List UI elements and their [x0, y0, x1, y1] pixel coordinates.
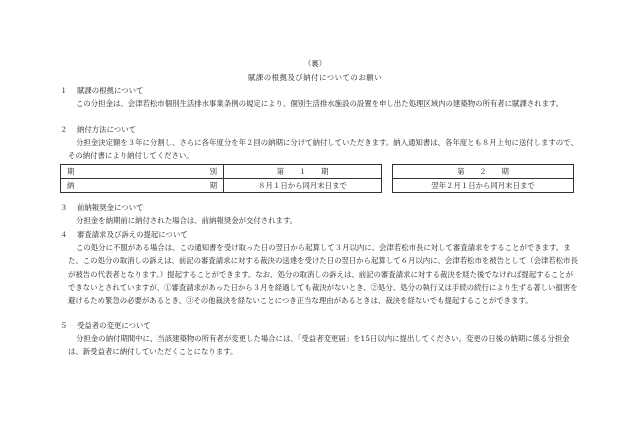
section-number: ４ — [60, 230, 68, 239]
table-cell-due1: ８月１日から同月末日まで — [224, 179, 382, 193]
section-number: １ — [60, 86, 68, 95]
section-heading-text: 審査請求及び訴えの提起について — [77, 230, 188, 239]
page-side-label: （裏） — [303, 59, 327, 68]
section-heading — [60, 319, 580, 332]
document-title: 賦課の根拠及び納付についてのお願い — [248, 73, 382, 82]
section-heading — [60, 123, 580, 136]
row-label-end: 別 — [209, 167, 217, 176]
section-heading — [60, 201, 580, 214]
table-gap — [382, 179, 393, 193]
table-cell-due2: 翌年２月１日から同月末日まで — [393, 179, 574, 193]
section-paragraph: 分担金の納付期間中に、当該建築物の所有者が変更した場合には、「受益者変更届」を15日以内に提出してください。変更の日後の納期に係る分担金は、新受益者に納付していただくことになります。 — [68, 334, 570, 357]
section-heading — [60, 84, 580, 97]
section-prepayment-reward — [60, 201, 580, 227]
table-cell-period2: 第 ２ 期 — [393, 165, 574, 179]
payment-period-table — [60, 164, 574, 193]
section-paragraph: 分担金を納期前に納付された場合は、前納報奨金が交付されます。 — [76, 216, 298, 226]
section-heading-text: 賦課の根拠について — [77, 86, 144, 95]
section-basis — [60, 84, 580, 110]
section-number: ５ — [60, 321, 68, 330]
section-heading-text: 受益者の変更について — [77, 321, 151, 330]
table-gap — [382, 165, 393, 179]
section-number: ３ — [60, 203, 68, 212]
row-label-start: 納 — [67, 181, 75, 191]
table-cell-period1: 第 １ 期 — [224, 165, 382, 179]
table-row-label — [61, 179, 224, 193]
section-number: ２ — [60, 125, 68, 134]
row-label-start: 期 — [67, 167, 75, 176]
table-row — [61, 165, 574, 179]
row-label-end: 期 — [209, 181, 217, 191]
table-row-label — [61, 165, 224, 179]
section-beneficiary-change — [60, 319, 580, 359]
section-payment-method — [60, 123, 580, 163]
section-paragraph: 分担金決定額を３年に分割し、さらに各年度分を年２回の納期に分けて納付していただきます。納入通知書は、各年度とも８月上旬に送付しますので、その納付書により納付してください。 — [68, 138, 578, 161]
section-paragraph: この処分に不服がある場合は、この通知書を受け取った日の翌日から起算して３月以内に、会津若松市長に対して審査請求をすることができます。また、この処分の取消しの訴えは、前記の審査請求に対する裁決の送達を受けた日の翌日から起算して６月以内に、会津若松市を被告として（会津若松市長が被告の代表者となります。）提起することができます。なお、処分の取消しの訴えは、前記の審査請求に対する裁決を経た後でなければ提起することができないとされていますが、①審査請求があった日から３月を経過しても裁決がないとき、②処分、処分の執行又は手続の続行により生ずる著しい損害を避けるため緊急の必要があるとき、③その他裁決を経ないことにつき正当な理由があるときは、裁決を経ないでも提起することができます。 — [68, 243, 578, 306]
section-paragraph: この分担金は、会津若松市個別生活排水事業条例の規定により、個別生活排水施設の設置を申し出た処理区域内の建築物の所有者に賦課されます。 — [76, 99, 564, 109]
section-heading-text: 納付方法について — [77, 125, 136, 134]
section-heading — [60, 228, 580, 241]
table-row — [61, 179, 574, 193]
section-appeal — [60, 228, 580, 307]
section-heading-text: 前納報奨金について — [77, 203, 144, 212]
